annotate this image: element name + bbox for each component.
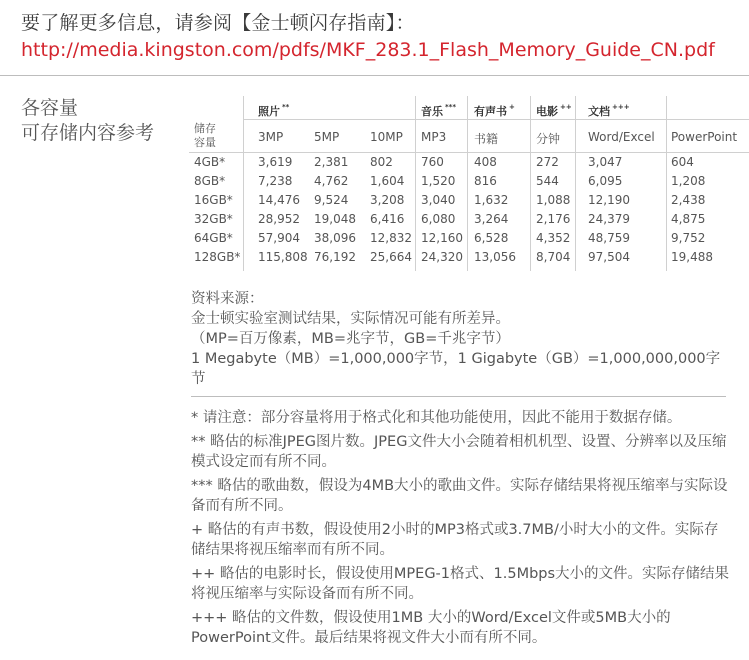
top-divider (0, 75, 749, 76)
table-cell: 2,438 (671, 193, 706, 207)
table-divider (243, 96, 244, 271)
group-header-documents: 文档 +++ (588, 103, 630, 118)
table-cell: 3,208 (370, 193, 405, 207)
column-header: PowerPoint (671, 130, 738, 144)
note-line: +++ 略估的文件数，假设使用1MB 大小的Word/Excel文件或5MB大小的PowerPoint文件。最后结果将视文件大小而有所不同。 (191, 610, 671, 646)
table-cell: 408 (474, 155, 497, 169)
table-cell: 1,208 (671, 174, 706, 188)
table-cell: 6,095 (588, 174, 623, 188)
table-cell: 6,528 (474, 231, 509, 245)
table-cell: 6,080 (421, 212, 456, 226)
table-cell: 4,875 (671, 212, 706, 226)
capacity-cell: 64GB* (194, 231, 233, 245)
group-header-photos: 照片 ** (258, 103, 290, 118)
table-cell: 1,520 (421, 174, 456, 188)
column-header: Word/Excel (588, 130, 655, 144)
table-cell: 76,192 (314, 250, 356, 264)
group-header-music: 音乐 *** (421, 103, 456, 118)
table-cell: 3,047 (588, 155, 623, 169)
table-cell: 816 (474, 174, 497, 188)
table-cell: 97,504 (588, 250, 630, 264)
table-divider (415, 96, 416, 271)
capacity-cell: 32GB* (194, 212, 233, 226)
table-cell: 272 (536, 155, 559, 169)
table-cell: 760 (421, 155, 444, 169)
table-cell: 12,190 (588, 193, 630, 207)
table-cell: 4,762 (314, 174, 349, 188)
note-line: * 请注意：部分容量将用于格式化和其他功能使用，因此不能用于数据存储。 (191, 410, 682, 426)
note-line: + 略估的有声书数，假设使用2小时的MP3格式或3.7MB/小时大小的文件。实际存储结果将视压缩率而有所不同。 (191, 522, 719, 558)
table-divider (575, 96, 576, 271)
table-cell: 1,088 (536, 193, 571, 207)
notes-divider (191, 396, 726, 397)
table-cell: 544 (536, 174, 559, 188)
table-cell: 604 (671, 155, 694, 169)
table-cell: 24,379 (588, 212, 630, 226)
intro-text: 要了解更多信息，请参阅【金士顿闪存指南】： (21, 12, 415, 34)
table-cell: 38,096 (314, 231, 356, 245)
table-cell: 3,040 (421, 193, 456, 207)
source-line: 资料来源： (191, 291, 264, 307)
table-cell: 48,759 (588, 231, 630, 245)
table-cell: 12,160 (421, 231, 463, 245)
group-header-audiobooks: 有声书 + (474, 103, 515, 118)
column-header: 书籍 (474, 132, 499, 146)
storage-header-line-1: 储存 (194, 122, 216, 135)
table-cell: 9,752 (671, 231, 706, 245)
column-header: 10MP (370, 130, 403, 144)
storage-capacity-header (194, 122, 216, 150)
source-line: 1 Megabyte（MB）=1,000,000字节，1 Gigabyte（GB）=1,000,000,000字节 (191, 351, 721, 387)
storage-header-line-2: 容量 (194, 136, 216, 149)
table-divider (666, 96, 667, 271)
table-cell: 25,664 (370, 250, 412, 264)
section-title (21, 96, 154, 146)
table-cell: 1,604 (370, 174, 405, 188)
source-block (191, 289, 731, 389)
column-header: 3MP (258, 130, 284, 144)
group-header-movies: 电影 ++ (536, 103, 572, 118)
table-divider (467, 96, 468, 271)
capacity-cell: 4GB* (194, 155, 226, 169)
section-title-line-2: 可存储内容参考 (21, 122, 155, 144)
table-cell: 4,352 (536, 231, 571, 245)
table-cell: 14,476 (258, 193, 300, 207)
table-cell: 12,832 (370, 231, 412, 245)
source-line: （MP=百万像素，MB=兆字节，GB=千兆字节） (191, 331, 510, 347)
table-cell: 24,320 (421, 250, 463, 264)
column-header: 分钟 (536, 132, 561, 146)
note-line: ** 略估的标准JPEG图片数。JPEG文件大小会随着相机机型、设置、分辨率以及压缩模式设定而有所不同。 (191, 434, 727, 470)
column-header: MP3 (421, 130, 447, 144)
table-cell: 7,238 (258, 174, 293, 188)
table-cell: 19,048 (314, 212, 356, 226)
column-header: 5MP (314, 130, 340, 144)
note-line: *** 略估的歌曲数，假设为4MB大小的歌曲文件。实际存储结果将视压缩率与实际设备而有所不同。 (191, 478, 728, 514)
table-cell: 802 (370, 155, 393, 169)
source-line: 金士顿实验室测试结果，实际情况可能有所差异。 (191, 311, 510, 327)
table-cell: 2,176 (536, 212, 571, 226)
table-cell: 3,264 (474, 212, 509, 226)
capacity-cell: 8GB* (194, 174, 226, 188)
table-cell: 3,619 (258, 155, 293, 169)
table-cell: 8,704 (536, 250, 571, 264)
table-cell: 2,381 (314, 155, 349, 169)
table-cell: 28,952 (258, 212, 300, 226)
table-cell: 19,488 (671, 250, 713, 264)
note-line: ++ 略估的电影时长，假设使用MPEG-1格式、1.5Mbps大小的文件。实际存储结果将视压缩率与实际设备而有所不同。 (191, 566, 730, 602)
table-cell: 57,904 (258, 231, 300, 245)
capacity-cell: 16GB* (194, 193, 233, 207)
section-title-line-1: 各容量 (21, 97, 79, 119)
notes-block (191, 408, 731, 652)
capacity-cell: 128GB* (194, 250, 241, 264)
table-cell: 1,632 (474, 193, 509, 207)
table-header-rule (189, 152, 749, 153)
table-cell: 13,056 (474, 250, 516, 264)
flash-guide-link[interactable]: http://media.kingston.com/pdfs/MKF_283.1_Flash_Memory_Guide_CN.pdf (21, 39, 715, 61)
table-divider (530, 96, 531, 271)
table-cell: 6,416 (370, 212, 405, 226)
table-header-rule (243, 119, 749, 120)
table-cell: 9,524 (314, 193, 349, 207)
table-cell: 115,808 (258, 250, 308, 264)
